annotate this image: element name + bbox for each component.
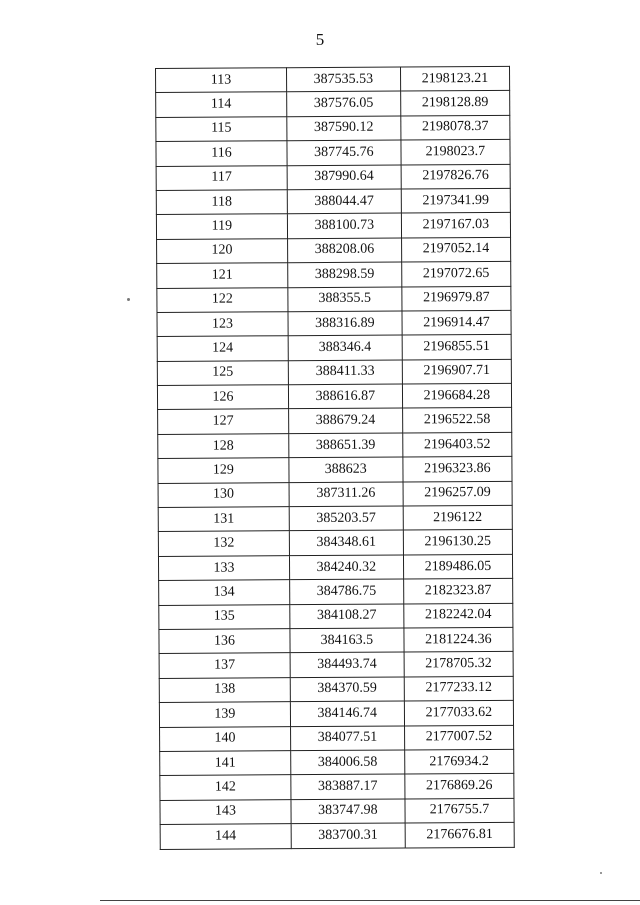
- x-coordinate-cell: 384077.51: [290, 726, 404, 751]
- x-coordinate-cell: 387535.53: [286, 67, 400, 92]
- x-coordinate-cell: 384240.32: [289, 555, 403, 580]
- point-number-cell: 136: [159, 629, 290, 654]
- x-coordinate-cell: 388355.5: [288, 287, 402, 312]
- y-coordinate-cell: 2176676.81: [405, 822, 514, 847]
- x-coordinate-cell: 387590.12: [287, 116, 401, 141]
- point-number-cell: 129: [158, 458, 289, 483]
- table-row: [160, 774, 514, 801]
- y-coordinate-cell: 2197167.03: [401, 213, 510, 238]
- point-number-cell: 119: [156, 214, 287, 239]
- y-coordinate-cell: 2182323.87: [403, 579, 512, 604]
- y-coordinate-cell: 2176934.2: [404, 749, 513, 774]
- table-row: [156, 115, 510, 142]
- table-row: [158, 554, 512, 581]
- x-coordinate-cell: 387990.64: [287, 165, 401, 190]
- scan-speck: [600, 872, 602, 874]
- table-row: [160, 749, 514, 776]
- page-number: 5: [315, 30, 325, 49]
- x-coordinate-cell: 384786.75: [289, 579, 403, 604]
- y-coordinate-cell: 2196323.86: [403, 457, 512, 482]
- x-coordinate-cell: 388679.24: [288, 408, 402, 433]
- point-number-cell: 137: [159, 653, 290, 678]
- point-number-cell: 120: [157, 238, 288, 263]
- table-row: [157, 383, 511, 410]
- point-number-cell: 133: [158, 556, 289, 581]
- table-row: [158, 408, 512, 435]
- x-coordinate-cell: 388616.87: [288, 384, 402, 409]
- table-row: [157, 359, 511, 386]
- y-coordinate-cell: 2198078.37: [401, 115, 510, 140]
- table-row: [157, 310, 511, 337]
- y-coordinate-cell: 2196257.09: [403, 481, 512, 506]
- table-row: [159, 579, 513, 606]
- y-coordinate-cell: 2197072.65: [401, 261, 510, 286]
- x-coordinate-cell: 383887.17: [291, 774, 405, 799]
- x-coordinate-cell: 384163.5: [290, 628, 404, 653]
- point-number-cell: 140: [160, 726, 291, 751]
- x-coordinate-cell: 385203.57: [289, 506, 403, 531]
- point-number-cell: 126: [157, 385, 288, 410]
- y-coordinate-cell: 2198123.21: [400, 66, 509, 91]
- table-row: [159, 676, 513, 703]
- table-row: [158, 505, 512, 532]
- table-row: [156, 213, 510, 240]
- y-coordinate-cell: 2196979.87: [402, 286, 511, 311]
- x-coordinate-cell: 388411.33: [288, 360, 402, 385]
- x-coordinate-cell: 384108.27: [290, 604, 404, 629]
- y-coordinate-cell: 2177007.52: [404, 725, 513, 750]
- point-number-cell: 118: [156, 190, 287, 215]
- y-coordinate-cell: 2197826.76: [401, 164, 510, 189]
- table-row: [156, 91, 510, 118]
- x-coordinate-cell: 387576.05: [287, 91, 401, 116]
- page-bottom-edge: [100, 900, 640, 901]
- table-row: [156, 164, 510, 191]
- point-number-cell: 135: [159, 604, 290, 629]
- table-row: [157, 286, 511, 313]
- point-number-cell: 141: [160, 751, 291, 776]
- table-row: [156, 188, 510, 215]
- table-row: [158, 481, 512, 508]
- table-row: [159, 603, 513, 630]
- y-coordinate-cell: 2196684.28: [402, 383, 511, 408]
- y-coordinate-cell: 2197341.99: [401, 188, 510, 213]
- table-row: [159, 627, 513, 654]
- point-number-cell: 117: [156, 165, 287, 190]
- scan-speck: [127, 298, 130, 301]
- x-coordinate-cell: 387745.76: [287, 140, 401, 165]
- x-coordinate-cell: 384006.58: [291, 750, 405, 775]
- table-row: [158, 432, 512, 459]
- point-number-cell: 123: [157, 312, 288, 337]
- point-number-cell: 143: [160, 799, 291, 824]
- point-number-cell: 130: [158, 482, 289, 507]
- y-coordinate-cell: 2178705.32: [404, 652, 513, 677]
- y-coordinate-cell: 2189486.05: [403, 554, 512, 579]
- x-coordinate-cell: 388346.4: [288, 335, 402, 360]
- point-number-cell: 132: [158, 531, 289, 556]
- x-coordinate-cell: 384370.59: [290, 677, 404, 702]
- point-number-cell: 122: [157, 287, 288, 312]
- coordinate-table-body: [156, 66, 515, 849]
- point-number-cell: 114: [156, 92, 287, 117]
- y-coordinate-cell: 2196855.51: [402, 335, 511, 360]
- point-number-cell: 121: [157, 263, 288, 288]
- point-number-cell: 115: [156, 116, 287, 141]
- point-number-cell: 144: [160, 824, 291, 849]
- x-coordinate-cell: 383747.98: [291, 799, 405, 824]
- point-number-cell: 142: [160, 775, 291, 800]
- coordinate-table-container: [155, 66, 515, 850]
- table-row: [157, 335, 511, 362]
- y-coordinate-cell: 2177033.62: [404, 700, 513, 725]
- x-coordinate-cell: 388651.39: [289, 433, 403, 458]
- y-coordinate-cell: 2196522.58: [402, 408, 511, 433]
- x-coordinate-cell: 388298.59: [288, 262, 402, 287]
- table-row: [157, 261, 511, 288]
- x-coordinate-cell: 388044.47: [287, 189, 401, 214]
- x-coordinate-cell: 388623: [289, 457, 403, 482]
- x-coordinate-cell: 384146.74: [290, 701, 404, 726]
- table-row: [158, 457, 512, 484]
- table-row: [156, 66, 510, 93]
- point-number-cell: 127: [158, 409, 289, 434]
- table-row: [160, 822, 514, 849]
- y-coordinate-cell: 2197052.14: [401, 237, 510, 262]
- point-number-cell: 124: [157, 336, 288, 361]
- y-coordinate-cell: 2198128.89: [400, 91, 509, 116]
- x-coordinate-cell: 388100.73: [287, 213, 401, 238]
- y-coordinate-cell: 2176869.26: [405, 774, 514, 799]
- point-number-cell: 128: [158, 434, 289, 459]
- table-row: [160, 725, 514, 752]
- y-coordinate-cell: 2177233.12: [404, 676, 513, 701]
- y-coordinate-cell: 2182242.04: [404, 603, 513, 628]
- x-coordinate-cell: 388208.06: [287, 238, 401, 263]
- x-coordinate-cell: 383700.31: [291, 823, 405, 848]
- table-row: [159, 700, 513, 727]
- table-row: [156, 140, 510, 167]
- y-coordinate-cell: 2196130.25: [403, 530, 512, 555]
- point-number-cell: 139: [159, 702, 290, 727]
- y-coordinate-cell: 2196403.52: [403, 432, 512, 457]
- coordinate-table: [155, 66, 515, 850]
- point-number-cell: 138: [159, 677, 290, 702]
- y-coordinate-cell: 2196907.71: [402, 359, 511, 384]
- table-row: [159, 652, 513, 679]
- x-coordinate-cell: 387311.26: [289, 482, 403, 507]
- y-coordinate-cell: 2198023.7: [401, 140, 510, 165]
- y-coordinate-cell: 2196122: [403, 505, 512, 530]
- point-number-cell: 116: [156, 141, 287, 166]
- x-coordinate-cell: 384493.74: [290, 652, 404, 677]
- y-coordinate-cell: 2181224.36: [404, 627, 513, 652]
- y-coordinate-cell: 2196914.47: [402, 310, 511, 335]
- table-row: [157, 237, 511, 264]
- point-number-cell: 125: [157, 360, 288, 385]
- point-number-cell: 113: [156, 68, 287, 93]
- x-coordinate-cell: 388316.89: [288, 311, 402, 336]
- y-coordinate-cell: 2176755.7: [405, 798, 514, 823]
- table-row: [158, 530, 512, 557]
- x-coordinate-cell: 384348.61: [289, 530, 403, 555]
- point-number-cell: 134: [159, 580, 290, 605]
- point-number-cell: 131: [158, 507, 289, 532]
- table-row: [160, 798, 514, 825]
